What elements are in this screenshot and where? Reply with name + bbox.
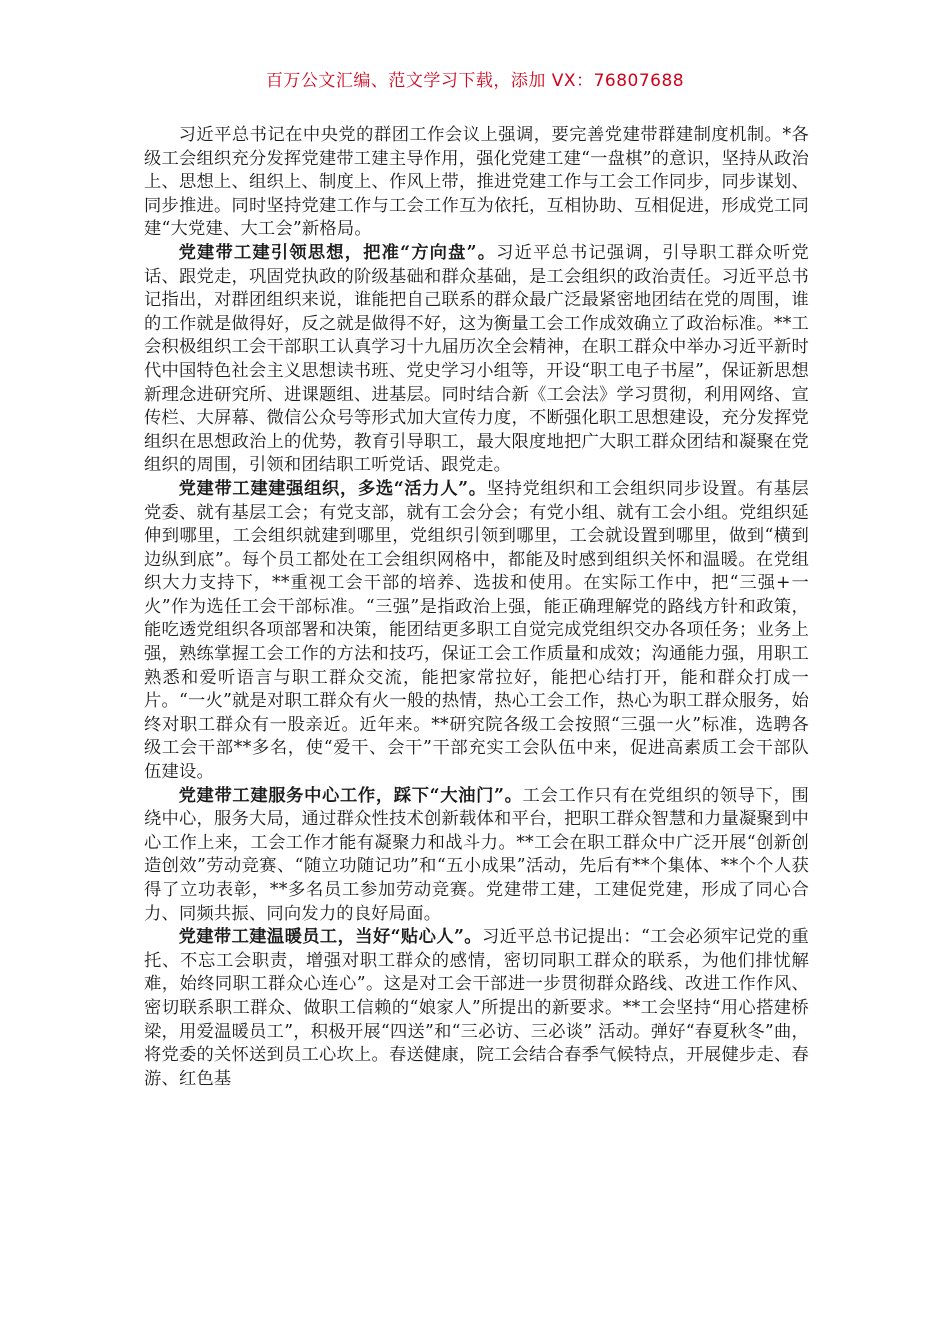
paragraph-organization	[144, 478, 809, 785]
paragraph-text: 工会工作只有在党组织的领导下，围绕中心，服务大局，通过群众性技术创新载体和平台，把职工群众智慧和力量凝聚到中心工作上来，工会工作才能有凝聚力和战斗力。**工会在职工群众中广泛开展“创新创造创效”劳动竞赛、“随立功随记功”和“五小成果”活动，先后有**个集体、**个个人获得了立功表彰，**多名员工参加劳动竞赛。党建带工建，工建促党建，形成了同心合力、同频共振、同向发力的良好局面。	[144, 785, 809, 924]
paragraph-intro	[144, 124, 809, 242]
paragraph-lead: 党建带工建服务中心工作，踩下“大油门”。	[178, 785, 523, 806]
paragraph-central-work	[144, 785, 809, 927]
paragraph-warm-staff	[144, 926, 809, 1091]
document-body	[144, 124, 809, 1091]
paragraph-text: 习近平总书记在中央党的群团工作会议上强调，要完善党建带群建制度机制。*各级工会组织充分发挥党建带工建主导作用，强化党建工建“一盘棋”的意识，坚持从政治上、思想上、组织上、制度上、作风上带，推进党建工作与工会工作同步，同步谋划、同步推进。同时坚持党建工作与工会工作互为依托，互相协助、互相促进，形成党工同建“大党建、大工会”新格局。	[144, 125, 809, 240]
paragraph-text: 坚持党组织和工会组织同步设置。有基层党委、就有基层工会；有党支部，就有工会分会；有党小组、就有工会小组。党组织延伸到哪里，工会组织就建到哪里，党组织引领到哪里，工会就设置到哪里，做到“横到边纵到底”。每个员工都处在工会组织网格中，都能及时感到组织关怀和温暖。在党组织大力支持下，**重视工会干部的培养、选拔和使用。在实际工作中，把“三强+一火”作为选任工会干部标准。“三强”是指政治上强，能正确理解党的路线方针和政策，能吃透党组织各项部署和决策，能团结更多职工自觉完成党组织交办各项任务；业务上强，熟练掌握工会工作的方法和技巧，保证工会工作质量和成效；沟通能力强，用职工熟悉和爱听语言与职工群众交流，能把家常拉好，能把心结打开，能和群众打成一片。“一火”就是对职工群众有火一般的热情，热心工会工作，热心为职工群众服务，始终对职工群众有一股亲近。近年来。**研究院各级工会按照“三强一火”标准，选聘各级工会干部**多名，使“爱干、会干”干部充实工会队伍中来，促进高素质工会干部队伍建设。	[144, 478, 810, 783]
paragraph-ideology	[144, 242, 809, 478]
paragraph-text: 习近平总书记强调，引导职工群众听党话、跟党走，巩固党执政的阶级基础和群众基础，是工会组织的政治责任。习近平总书记指出，对群团组织来说，谁能把自己联系的群众最广泛最紧密地团结在党的周围，谁的工作就是做得好，反之就是做得不好，这为衡量工会工作成效确立了政治标准。**工会积极组织工会干部职工认真学习十九届历次全会精神，在职工群众中举办习近平新时代中国特色社会主义思想读书班、党史学习小组等，开设“职工电子书屋”，保证新思想新理念进研究所、进课题组、进基层。同时结合新《工会法》学习贯彻，利用网络、宣传栏、大屏幕、微信公众号等形式加大宣传力度，不断强化职工思想建设，充分发挥党组织在思想政治上的优势，教育引导职工，最大限度地把广大职工群众团结和凝聚在党组织的周围，引领和团结职工听党话、跟党走。	[144, 242, 809, 476]
paragraph-text: 习近平总书记提出：“工会必须牢记党的重托、不忘工会职责，增强对职工群众的感情，密切同职工群众的联系，为他们排忧解难，始终同职工群众心连心”。这是对工会干部进一步贯彻群众路线、改进工作作风、密切联系职工群众、做职工信赖的“娘家人”所提出的新要求。**工会坚持“用心搭建桥梁，用爱温暖员工”，积极开展“四送”和“三必访、三必谈” 活动。弹好“春夏秋冬”曲，将党委的关怀送到员工心坎上。春送健康，院工会结合春季气候特点，开展健步走、春游、红色基	[144, 927, 809, 1089]
document-header-watermark: 百万公文汇编、范文学习下载，添加 VX：76807688	[265, 71, 685, 91]
paragraph-lead: 党建带工建引领思想，把准“方向盘”。	[178, 242, 497, 263]
paragraph-lead: 党建带工建建强组织，多选“活力人”。	[178, 478, 487, 499]
paragraph-lead: 党建带工建温暖员工，当好“贴心人”。	[178, 927, 482, 948]
